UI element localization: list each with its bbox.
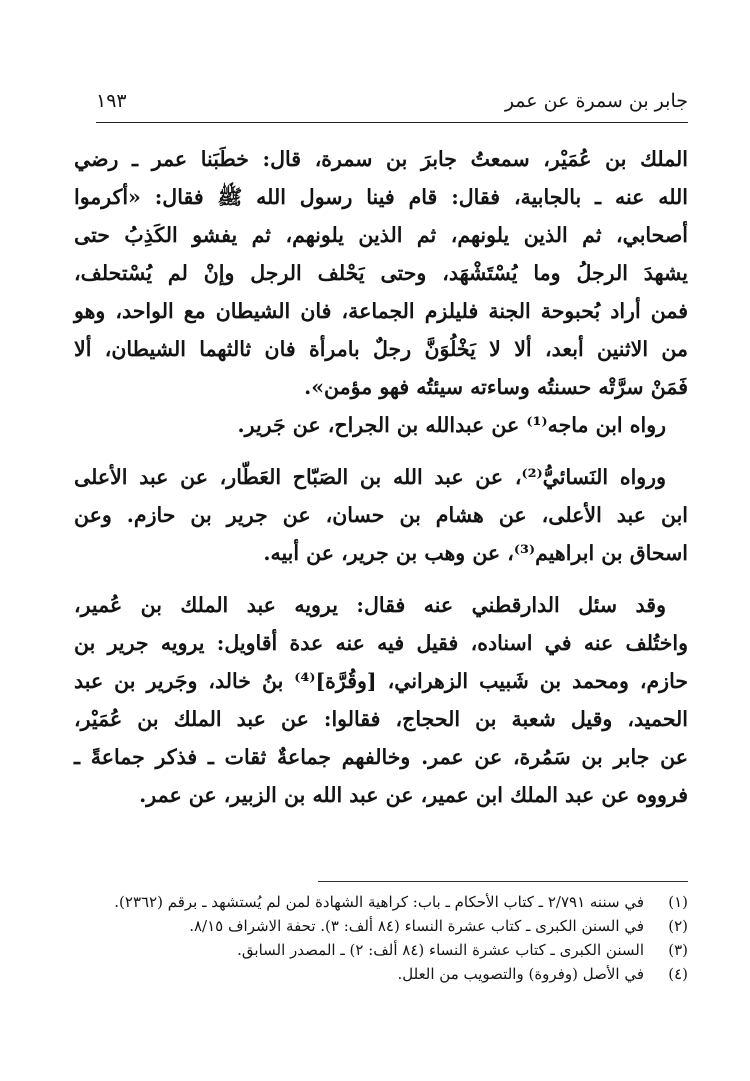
footnote-number: (٣) (668, 941, 688, 959)
page-number: ١٩٣ (96, 90, 127, 112)
footnote-text: في السنن الكبرى ـ كتاب عشرة النساء (٨٤ ألف: ٣). تحفة الاشراف ٨/١٥. (189, 917, 644, 935)
header-rule (96, 122, 688, 123)
paragraph-hadith-text (74, 140, 688, 406)
footnote-2 (96, 914, 688, 938)
footnote-1 (96, 890, 688, 914)
text-line: أصحابي، ثم الذين يلونهم، ثم الذين يلونهم، ثم يفشو الكَذِبُ حتى (74, 223, 688, 247)
text-line: من الاثنين أبعد، ألا لا يَخْلُوَنَّ رجلٌ بامرأة فان ثالثهما الشيطان، ألا (74, 337, 688, 361)
text-line: عن جابر بن سَمُرة، عن عمر. وخالفهم جماعةٌ ثقات ـ فذكر جماعةً ـ (74, 745, 688, 769)
text-line: اسحاق بن ابراهيم⁽³⁾، عن وهب بن جرير، عن أبيه. (263, 541, 688, 565)
text-line: حازم، ومحمد بن شَبيب الزهراني، [وقُرَّة]⁽⁴⁾ بنُ خالد، وجَرير بن عبد (74, 669, 688, 693)
main-text (74, 140, 688, 814)
footnote-text: السنن الكبرى ـ كتاب عشرة النساء (٨٤ ألف: ٢) ـ المصدر السابق. (237, 941, 644, 959)
text-line: فَمَنْ سرَّتْه حسنتُه وساءته سيئتُه فهو مؤمن». (304, 375, 688, 399)
paragraph-ibn-majah (74, 406, 688, 444)
running-title: جابر بن سمرة عن عمر (504, 90, 688, 112)
paragraph-gap (74, 444, 688, 458)
footnote-text: في سننه ٢/٧٩١ ـ كتاب الأحكام ـ باب: كراهية الشهادة لمن لم يُستشهد ـ برقم (٢٣٦٢). (114, 893, 644, 911)
text-line: رواه ابن ماجه⁽¹⁾ عن عبدالله بن الجراح، عن جَرير. (237, 413, 666, 437)
text-line: فرووه عن عبد الملك ابن عمير، عن عبد الله بن الزبير، عن عمر. (139, 783, 688, 807)
paragraph-daraqutni (74, 586, 688, 814)
text-line: وقد سئل الدارقطني عنه فقال: يرويه عبد الملك بن عُمير، (74, 593, 666, 617)
footnote-4 (96, 962, 688, 986)
footnote-number: (٢) (668, 917, 688, 935)
text-line: يشهدَ الرجلُ وما يُسْتَشْهَد، وحتى يَحْلف الرجل وإنْ لم يُسْتحلف، (74, 261, 688, 285)
text-line: ورواه النَسائيُّ⁽²⁾، عن عبد الله بن الصَبّاح العَطّار، عن عبد الأعلى (74, 465, 666, 489)
text-line: الله عنه ـ بالجابية، فقال: قام فينا رسول الله ﷺ فقال: «أكرموا (74, 185, 688, 209)
footnote-number: (١) (668, 893, 688, 911)
footnote-rule (318, 881, 688, 882)
footnote-3 (96, 938, 688, 962)
text-line: الملك بن عُمَيْر، سمعتُ جابرَ بن سمرة، قال: خطَبَنا عمر ـ رضي (74, 147, 688, 171)
footnote-number: (٤) (668, 965, 688, 983)
paragraph-gap (74, 572, 688, 586)
text-line: الحميد، وقيل شعبة بن الحجاج، فقالوا: عن عبد الملك بن عُمَيْر، (74, 707, 688, 731)
paragraph-nasai (74, 458, 688, 572)
running-head (96, 86, 688, 116)
text-line: واختُلف عنه في اسناده، فقيل فيه عنه عدة أقاويل: يرويه جرير بن (74, 631, 688, 655)
text-line: ابن عبد الأعلى، عن هشام بن حسان، عن جرير بن حازم. وعن (74, 503, 688, 527)
text-line: فمن أراد بُحبوحة الجنة فليلزم الجماعة، فان الشيطان مع الواحد، وهو (74, 299, 688, 323)
footnotes (96, 890, 688, 986)
footnote-text: في الأصل (وفروة) والتصويب من العلل. (397, 965, 644, 983)
